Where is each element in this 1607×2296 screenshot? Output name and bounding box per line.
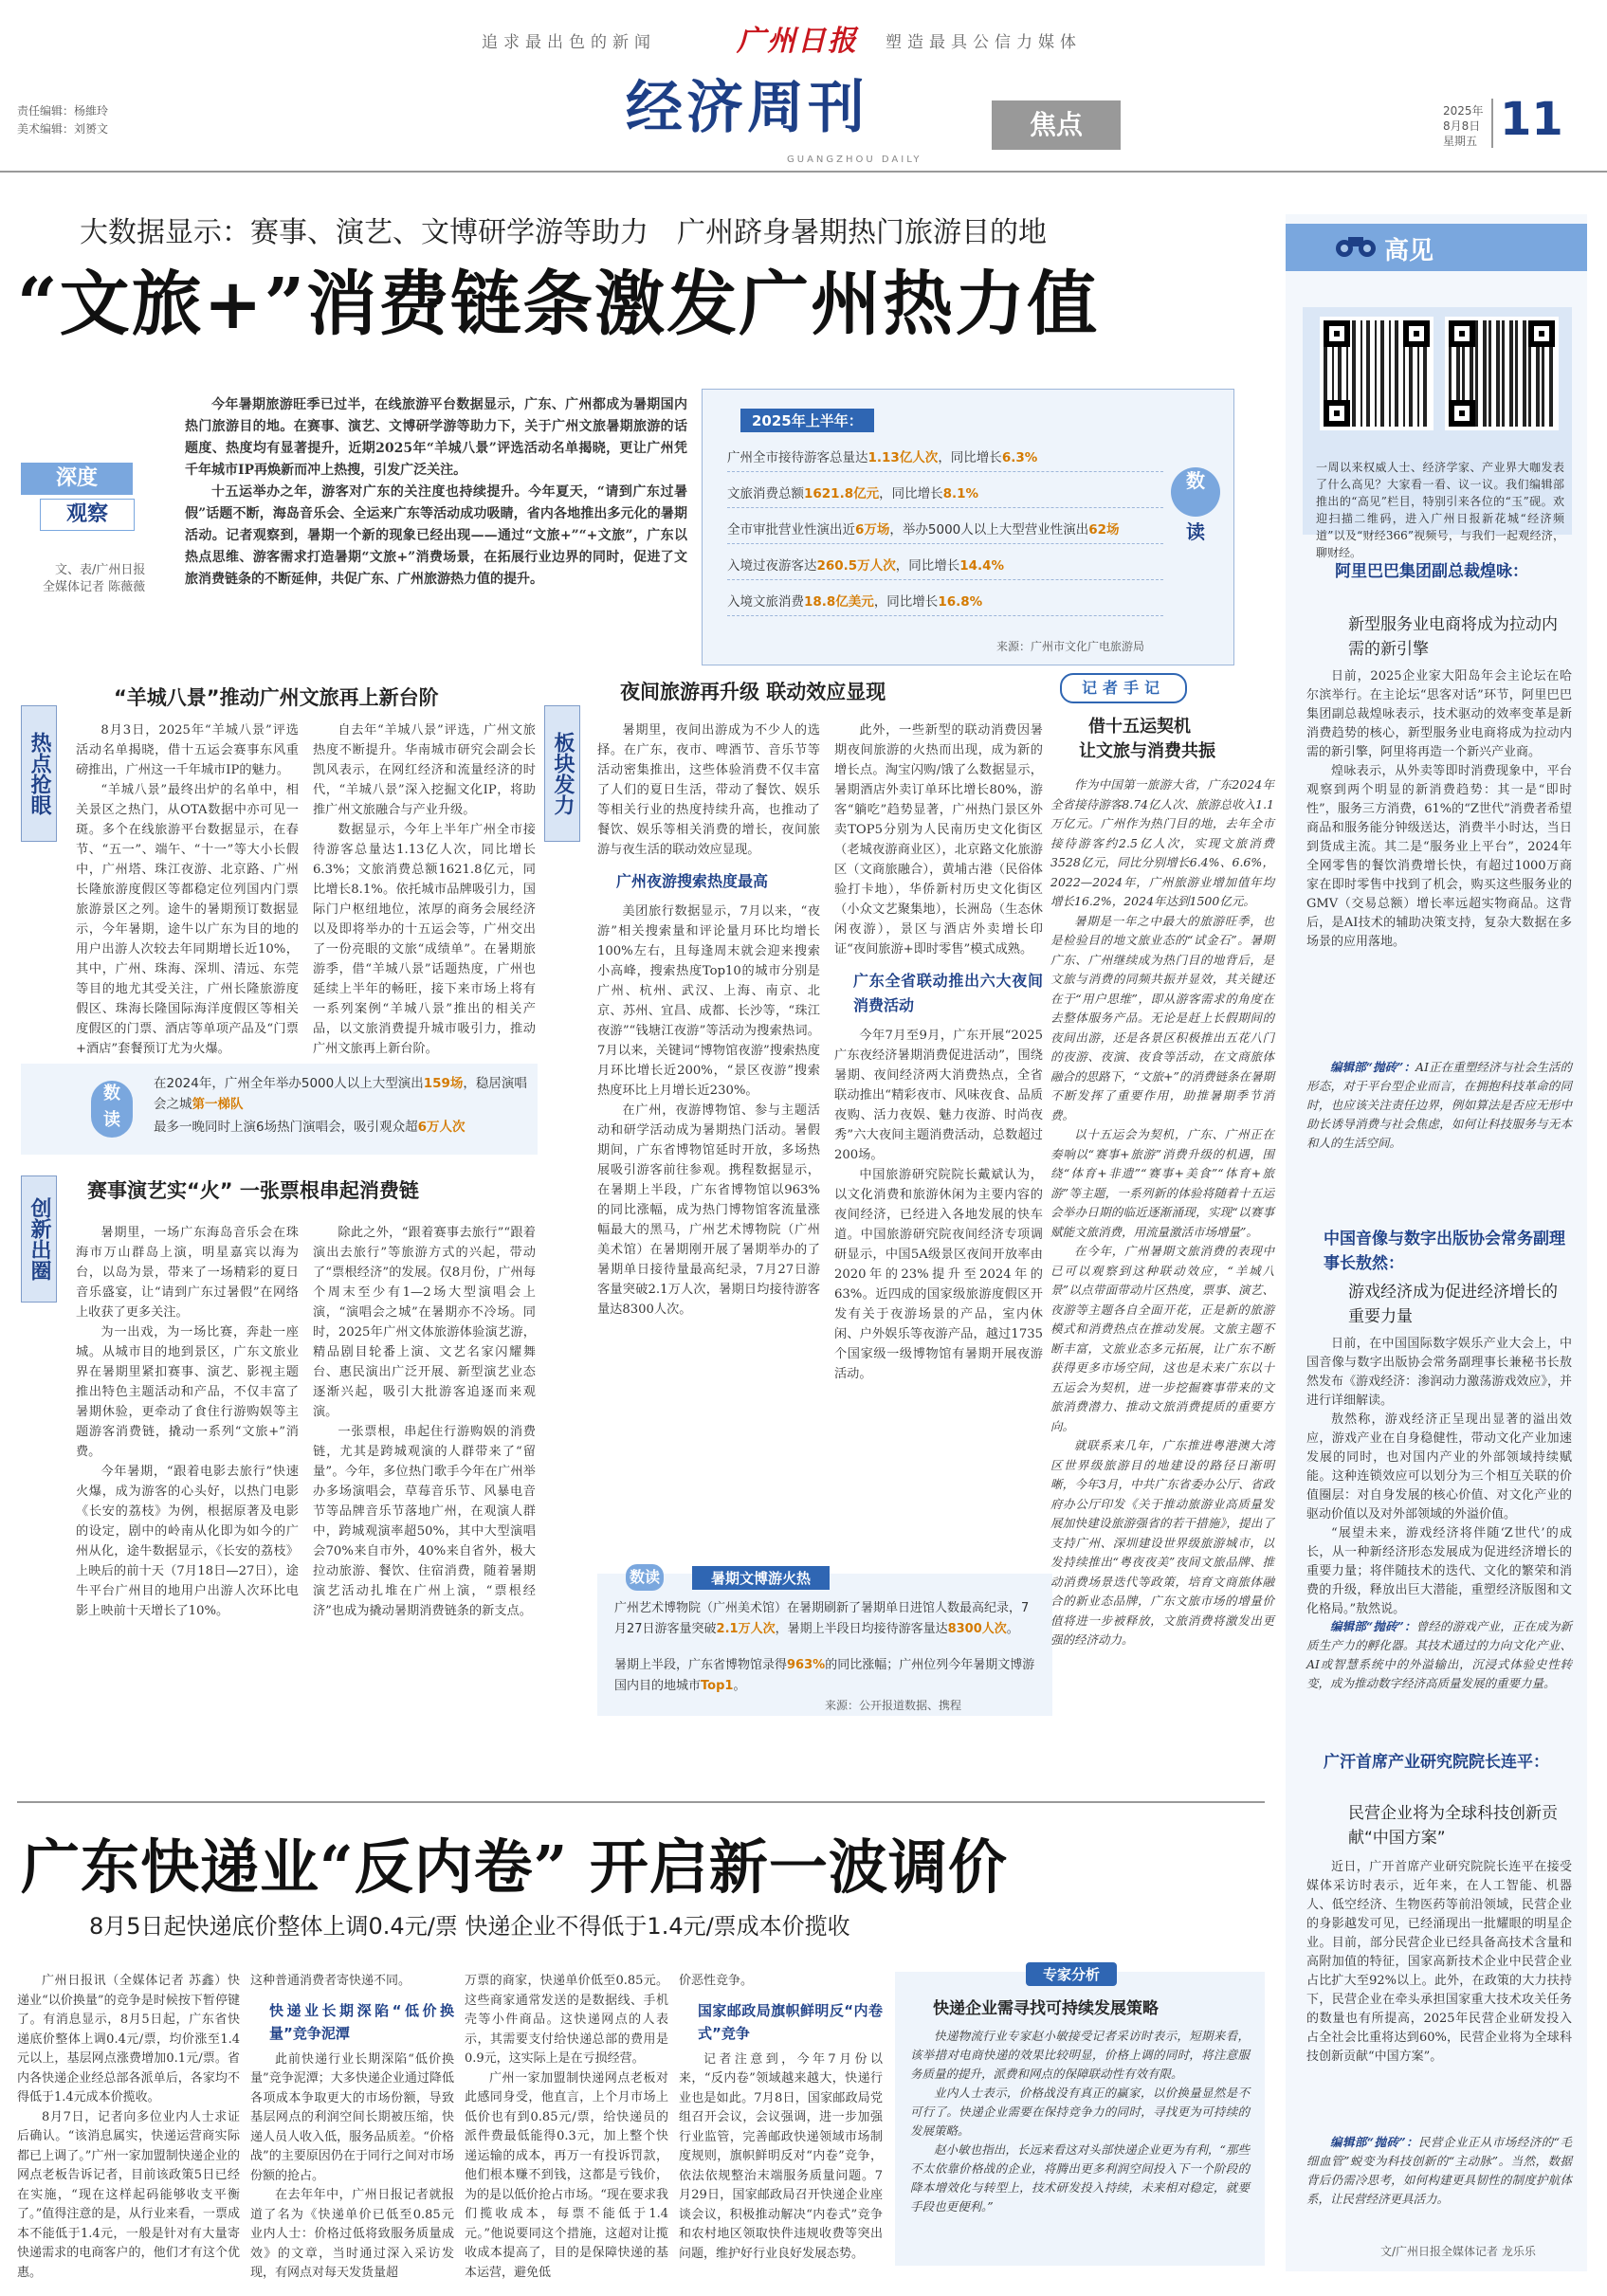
sec1-col1 bbox=[76, 720, 299, 1059]
masthead-slogan-left: 追求最出色的新闻 bbox=[482, 33, 656, 52]
stats-row-pre: 入境文旅消费 bbox=[727, 594, 804, 610]
stats-row-post: ，同比增长 bbox=[895, 558, 960, 574]
sec2-col2-p2: 一张票根，串起住行游购娱的消费链，尤其是跨城观演的人群带来了“留量”。今年，多位热门歌手今年在广州举办多场演唱会，草莓音乐节、风暴电音节等品牌音乐节落地广州，在观演人群中，跨城观演率超50%，其中大型演唱会70%来自市外，40%来自省外，极大拉动旅游、餐饮、住宿消费，随着暑期演艺活动扎堆在广州上演，“票根经济”也成为撬动暑期消费链条的新支点。 bbox=[313, 1425, 536, 1618]
stats-row-val: 18.8亿美元 bbox=[804, 594, 874, 610]
s1-comment-text: AI正在重塑经济与社会生活的形态，对于平台型企业而言，在拥抱科技革命的同时，也应该关注责任边界，例如算法是否应无形中助长诱导消费与社会焦虑，如何让科技服务与无本和人的生活空间。 bbox=[1306, 1060, 1572, 1150]
observe-tag: 观察 bbox=[40, 499, 135, 531]
sec1-col2-p2: 数据显示，今年上半年广州全市接待游客总量达1.13亿人次，同比增长6.3%；文旅消费总额1621.8亿元，同比增长8.1%。依托城市品牌吸引力，国际门户枢纽地位，浓厚的商务会展经济以及即将举办的十五运会等，广州交出了一份亮眼的文旅“成绩单”。在暑期旅游季，借“羊城八景”话题热度，广州也延续上半年的畅旺，接下来市场上将有一系列案例“羊城八景”推出的相关产品，以文旅消费提升城市吸引力，推动广州文旅再上新台阶。 bbox=[313, 823, 536, 1056]
reporter-title-1: 借十五运契机 bbox=[1088, 717, 1191, 737]
page-number: 11 bbox=[1500, 93, 1563, 146]
stats-row-pre: 全市审批营业性演出近 bbox=[727, 522, 855, 538]
stats3-line2 bbox=[614, 1655, 1039, 1697]
stats2-side-label bbox=[91, 1081, 133, 1138]
binoculars-icon bbox=[1335, 233, 1377, 258]
stats3-line2-c: 的同比涨幅；广州位列今年暑期文博游国内目的地城市 bbox=[614, 1658, 1035, 1693]
express-col4-p2: 记者注意到，今年7月份以来，“反内卷”领域越来越大，快递行业也是如此。7月8日，国家邮政局党组召开会议，会议强调，进一步加强行业监管，完善邮政快递领域市场制度规则，旗帜鲜明反对“内卷”竞争，依法依规整治末端服务质量问题。7月29日，国家邮政局召开快递企业座谈会议，积极推动解决“内卷式”竞争和农村地区领取快件违规收费等突出问题，维护好行业良好发展态势。 bbox=[679, 2051, 883, 2261]
qr-corner-right-bl bbox=[1449, 400, 1475, 427]
stats-row-post: ，举办5000人以上大型营业性演出 bbox=[889, 522, 1089, 538]
stats-box-side-label bbox=[1171, 467, 1220, 517]
stats3-line2-d: Top1 bbox=[701, 1679, 734, 1693]
sec2-col1-p1: 暑期里，一场广东海岛音乐会在珠海市万山群岛上演，明星嘉宾以海为台，以岛为景，带来了一场精彩的夏日音乐盛宴，让“请到广东过暑假”在网络上收获了更多关注。 bbox=[76, 1226, 299, 1320]
masthead-logo: 广州日报 bbox=[737, 25, 858, 58]
s1-comment bbox=[1306, 1058, 1572, 1153]
stats-row-pre: 广州全市接待游客总量达 bbox=[727, 450, 868, 465]
stats-row bbox=[727, 483, 1163, 508]
tag-sector: 板块发力 bbox=[544, 705, 580, 842]
express-subtitle-1: 快递业长期深陷“低价换量”竞争泥潭 bbox=[269, 2001, 454, 2042]
stats-row bbox=[727, 519, 1163, 544]
deep-tag: 深度 bbox=[21, 463, 133, 495]
reporter-body-p1: 作为中国第一旅游大省，广东2024年全省接待游客8.74亿人次、旅游总收入1.1万亿元。广州作为热门目的地，去年全市接待游客约2.5亿人次，实现文旅消费3528亿元，同比分别增长6.4%、6.6%，2022—2024年，广州旅游业增加值年均增长16.2%，2024年达到1500亿元。 bbox=[1050, 777, 1274, 908]
express-col3-p2: 广州一家加盟制快递网点老板对此感同身受，他直言，上个月市场上低价也有到0.85元/票，给快递员的派件费最低能得0.3元，加上整个快递运输的成本，再万一有投诉罚款，他们根本赚不到钱，这都是亏钱价，为的是以低价抢占市场。“现在要求我们揽收成本，每票不能低于1.4元。”他说要同这个措施，这超对让揽收成本提高了，目的是保障快递的基本运营，避免低 bbox=[465, 2070, 668, 2280]
lead-byline-2: 全媒体记者 陈薇薇 bbox=[43, 580, 146, 594]
stats-row-val: 6万场 bbox=[855, 522, 890, 538]
sec3-col2b-p2: 中国旅游研究院院长戴斌认为，以文化消费和旅游休闲为主要内容的夜间经济，已经进入各地发展的快车道。中国旅游研究院夜间经济专项调研显示，中国5A级景区夜间开放率由2020年的23%提升至2024年的63%。近四成的国家级旅游度假区开发有关于夜游场景的产品，室内休闲、户外娱乐等夜游产品，越过1735个国家级一级博物馆有暑期开展夜游活动。 bbox=[834, 1168, 1043, 1381]
masthead-pinyin: GUANGZHOU DAILY bbox=[787, 155, 922, 165]
stats3-line1-a: 广州艺术博物院（广州美术馆）在暑期刷新了暑期单日进馆人数最高纪录，7月27日游客量突破 bbox=[614, 1601, 1030, 1636]
express-headline: 广东快递业“反内卷” 开启新一波调价 bbox=[21, 1832, 1008, 1902]
s2-comment bbox=[1306, 1617, 1572, 1693]
s3-comment bbox=[1306, 2133, 1572, 2209]
analysis-title: 快递企业需寻找可持续发展策略 bbox=[933, 1999, 1159, 2018]
s2-comment-text: 曾经的游戏产业，正在成为新质生产力的孵化器。其技术通过的力向文化产业、AI或智慧系统中的外溢输出，沉浸式体验史性转变，成为推动数字经济高质量发展的重要力量。 bbox=[1306, 1619, 1572, 1690]
s1-title: 阿里巴巴集团副总裁煌咏： bbox=[1335, 562, 1528, 581]
lead-intro-p2: 十五运举办之年，游客对广东的关注度也持续提升。今年夏天，“请到广东过暑假”话题不断，海岛音乐会、全运来广东等活动成功吸睛，省内各地推出多元化的暑期活动。记者观察到，暑期一个新的现象已经出现——通过“文旅+”“+文旅”，广东以热点思维、游客需求打造暑期“文旅+”消费场景，在拓展行业边界的同时，促进了文旅消费链条的不断延伸，共促广东、广州旅游热力值的提升。 bbox=[185, 484, 687, 587]
sidebar-header bbox=[1286, 224, 1587, 271]
stats-row-val2: 16.8% bbox=[938, 594, 983, 610]
stats-row-val2: 62场 bbox=[1088, 522, 1120, 538]
qr-code-left bbox=[1320, 317, 1434, 430]
stats3-line2-a: 暑期上半段，广东省博物馆录得 bbox=[614, 1658, 788, 1672]
s3-comment-text: 民营企业正从市场经济的“毛细血管”蜕变为科技创新的“主动脉”。当然，数据背后仍需冷思考，如何构建更具韧性的制度护航体系，让民营经济更具活力。 bbox=[1306, 2135, 1572, 2206]
stats3-label-2: 读 bbox=[645, 1568, 661, 1586]
sec2-col2-p1: 除此之外，“跟着赛事去旅行”“跟着演出去旅行”等旅游方式的兴起，带动了“票根经济”的发展。仅8月份，广州每个周末至少有1—2场大型演唱会上演，“演唱会之城”在暑期亦不冷场。同时，2025年广州文体旅游体验演艺游，精品剧目轮番上演、文艺名家闪耀舞台、惠民演出广泛开展、新型演艺业态逐渐兴起，吸引大批游客追逐而来观演。 bbox=[313, 1226, 536, 1419]
lead-byline-1: 文、表/广州日报 bbox=[55, 563, 146, 577]
qr-corner-left-bl bbox=[1324, 400, 1350, 427]
stats-box-side-label-1: 数 bbox=[1186, 469, 1205, 492]
stats-box-source: 来源：广州市文化广电旅游局 bbox=[996, 640, 1145, 653]
subsection-label: 焦点 bbox=[992, 100, 1121, 150]
express-col2-p3: 在去年年中，广州日报记者就报道了名为《快递单价已低至0.85元 业内人士：价格过低将致服务质量成效》的文章，当时通过深入采访发现，有网点对每天发货量超 bbox=[250, 2188, 454, 2280]
lead-kicker: 大数据显示：赛事、演艺、文博研学游等助力 广州跻身暑期热门旅游目的地 bbox=[80, 216, 1047, 249]
s3-subtitle: 民营企业将为全球科技创新贡献“中国方案” bbox=[1348, 1804, 1558, 1848]
analysis-p2: 业内人士表示，价格战没有真正的赢家，以价换量显然是不可行了。快递企业需要在保持竞争力的同时，寻找更为可持续的发展策略。 bbox=[910, 2086, 1250, 2138]
sec3-col2 bbox=[834, 720, 1043, 1384]
reporter-title-2: 让文旅与消费共振 bbox=[1079, 741, 1215, 761]
reporter-tag: 记者手记 bbox=[1060, 673, 1187, 703]
express-col2-p2: 此前快递行业长期深陷“低价换量”竞争泥潭；大多快递企业通过降低各项成本争取更大的市场份额，导致基层网点的利润空间长期被压缩，快递人员人收入低，服务品质差。“价格战”的主要原因仍在于同行之间对市场份额的抢占。 bbox=[250, 2051, 454, 2183]
analysis-p1: 快递物流行业专家赵小敏接受记者采访时表示，短期来看，该举措对电商快递的效果比较明显，价格上调的同时，将注意服务质量的提升，派费和网点的保障联动性有效有限。 bbox=[910, 2029, 1250, 2081]
stats2-line2-val: 6万人次 bbox=[417, 1120, 466, 1135]
section-title: 经济周刊 bbox=[626, 75, 868, 141]
s2-body-p3: “展望未来，游戏经济将伴随‘Z世代’的成长，从一种新经济形态发展成为促进经济增长的重要力量；将伴随技术的迭代、文化的繁荣和消费的升级，释放出巨大潜能，重塑经济版图和文化格局。”敖然说。 bbox=[1306, 1526, 1572, 1616]
stats3-line1-d: 8300人次 bbox=[947, 1622, 1007, 1636]
sec3-col2b-p1: 今年7月至9月，广东开展“2025广东夜经济暑期消费促进活动”，围绕暑期、夜间经济两大消费热点，全省联动推出“精彩夜市、风味夜食、品质夜购、活力夜娱、魅力夜游、时尚夜秀”六大夜间主题消费活动，总数超过200场。 bbox=[834, 1029, 1043, 1162]
editor-credit: 责任编辑：杨維玲 bbox=[17, 104, 109, 118]
stats-box-title: 2025年上半年： bbox=[740, 409, 874, 432]
page-divider bbox=[1491, 99, 1493, 148]
express-subhead: 8月5日起快递底价整体上调0.4元/票 快递企业不得低于1.4元/票成本价揽收 bbox=[89, 1913, 850, 1940]
stats3-line1-e: 。 bbox=[1006, 1622, 1019, 1636]
express-col1-p2: 8月7日，记者向多位业内人士求证后确认。“该消息属实，快递运营商实际都已上调了。”广州一家加盟制快递企业的网点老板告诉记者，目前该政策5日已经在实施，“现在这样起码能够收支平衡了。”值得注意的是，从行业来看，一票成本不能低于1.4元，一般是针对有大量寄快递需求的电商客户的，他们才有这个优惠。 bbox=[17, 2109, 240, 2280]
expert-analysis bbox=[895, 1966, 1265, 2266]
express-col3 bbox=[465, 1972, 668, 2283]
sec3-col1-p1: 暑期里，夜间出游成为不少人的选择。在广东，夜市、啤酒节、音乐节等活动密集推出，这些体验消费不仅丰富了人们的夏日生活，带动了餐饮、娱乐等相关行业的热度持续升高，也推动了餐饮、娱乐等相关消费的增长，夜间旅游与夜生活的联动效应显现。 bbox=[597, 723, 820, 857]
stats2-box bbox=[21, 1064, 538, 1155]
sec2-col1 bbox=[76, 1223, 299, 1621]
tag-innovation: 创新出圈 bbox=[21, 1175, 57, 1303]
s3-title: 广汗首席产业研究院院长连平： bbox=[1324, 1753, 1549, 1772]
express-col3-p1: 万票的商家，快递单价低至0.85元。这些商家通常发送的是数据线、手机壳等小件商品。这快递网点的人表示，其需要支付给快递总部的费用是0.9元，这实际上是在亏损经营。 bbox=[465, 1974, 668, 2066]
sec3-col1b-p2: 在广州，夜游博物馆、参与主题活动和研学活动成为暑期热门活动。暑假期间，广东省博物馆延时开放，多场热展吸引游客前往参观。携程数据显示，在暑期上半段，广东省博物馆以963%的同比涨幅，成为热门博物馆客流量涨幅最大的黑马，广州艺术博物院（广州美术馆）在暑期刚开展了暑期举办的了暑期单日接待量最高纪录，7月27日游客量突破2.1万人次，暑期日均接待游客量达8300人次。 bbox=[597, 1103, 820, 1317]
sec2-col2 bbox=[313, 1223, 536, 1621]
sec1-col2 bbox=[313, 720, 536, 1059]
stats3-label-1: 数 bbox=[629, 1568, 645, 1586]
stats2-line1-val2: 第一梯队 bbox=[192, 1097, 244, 1112]
s1-subtitle: 新型服务业电商将成为拉动内需的新引擎 bbox=[1348, 615, 1558, 659]
s3-body-p1: 近日，广开首席产业研究院院长连平在接受媒体采访时表示，近年来，在人工智能、机器人、低空经济、生物医药等前沿领域，民营企业的身影越发可见，已经涌现出一批耀眼的明星企业。目前，部分民营企业已经具备高技术含量和高附加值的特征，国家高新技术企业中民营企业占比扩大至92%以上。此外，在政策的大力扶持下，民营企业在牵头承担国家重大技术攻关任务的数量也有所提高，2025年民营企业研发投入占全社会比重将达到60%，民营企业将为全球科技创新贡献“中国方案”。 bbox=[1306, 1860, 1572, 2064]
stats2-line1-post: ，稳居演唱会之城 bbox=[154, 1076, 527, 1112]
sec2-col1-p3: 今年暑期，“跟着电影去旅行”快速火爆，成为游客的心头好，以热门电影《长安的荔枝》为例，根据原著及电影的设定，剧中的岭南从化即为如今的广州从化，途牛数据显示，《长安的荔枝》上映后的前十天（7月18日—27日），途牛平台广州目的地用户出游人次环比电影上映前十天增长了10%。 bbox=[76, 1465, 299, 1618]
stats3-source: 来源：公开报道数据、携程 bbox=[825, 1699, 962, 1712]
sec2-title: 赛事演艺实“火” 一张票根串起消费链 bbox=[87, 1179, 419, 1202]
express-col1-p1: 广州日报讯（全媒体记者 苏鑫）快递业“以价换量”的竞争是时候按下暂停键了。有消息显示，8月5日起，广东省快递底价整体上调0.4元/票，均价涨至1.4元以上，基层网点涨费增加0.1元/票。省内各快递企业经总部各派单后，各家均不得低于1.4元成本价揽收。 bbox=[17, 1974, 240, 2105]
issue-date: 8月8日 bbox=[1443, 119, 1481, 133]
s3-body bbox=[1306, 1858, 1572, 2067]
stats3-box bbox=[597, 1568, 1052, 1716]
reporter-notes bbox=[1050, 671, 1278, 1790]
sidebar-header-title: 高见 bbox=[1384, 237, 1434, 265]
qr-corner-left-tr bbox=[1403, 320, 1430, 347]
analysis-body bbox=[910, 2027, 1250, 2216]
stats2-line1-val: 159场 bbox=[423, 1076, 464, 1091]
stats-row-pre: 入境过夜游客达 bbox=[727, 558, 817, 574]
stats3-line1-c: ，暑期上半段日均接待游客量达 bbox=[775, 1622, 948, 1636]
s3-comment-label: 编辑部“抛砖”： bbox=[1330, 2135, 1419, 2149]
stats-row-pre: 文旅消费总额 bbox=[727, 486, 804, 501]
analysis-tag: 专家分析 bbox=[1026, 1962, 1117, 1986]
express-col2-p1: 这种普通消费者寄快递不同。 bbox=[250, 1974, 411, 1988]
stats-row bbox=[727, 446, 1163, 472]
sidebar bbox=[1286, 214, 1587, 2271]
sidebar-footer: 文/广州日报全媒体记者 龙乐乐 bbox=[1380, 2245, 1536, 2258]
stats2-label-2: 读 bbox=[103, 1110, 120, 1130]
stats-row-val2: 6.3% bbox=[1001, 450, 1038, 465]
sec1-col2-p1: 自去年“羊城八景”评选，广州文旅热度不断提升。华南城市研究会副会长凯风表示，在网红经济和流量经济的时代，“羊城八景”深入挖掘文化IP，将助推广州文旅融合与产业升级。 bbox=[313, 723, 536, 817]
stats-box-side-label-2: 读 bbox=[1186, 520, 1205, 543]
s1-comment-label: 编辑部“抛砖”： bbox=[1330, 1060, 1416, 1074]
express-subtitle-2: 国家邮政局旗帜鲜明反“内卷式”竞争 bbox=[698, 2001, 883, 2042]
s1-body-p2: 煌咏表示，从外卖等即时消费现象中，平台观察到两个明显的新消费趋势：其一是“即时性”，服务三方消费，61%的“Z世代”消费者希望商品和服务能分钟级送达，消费半小时达，当日到货成主流。其二是“服务业上平台”，2024年全网零售的餐饮消费增长快，有超过1000万商家在即时零售中找到了机会，购买这些服务业的GMV（交易总额）增长率远超实物商品。这背后，是AI技术的辅助决策支持，复杂大数据在多场景的应用落地。 bbox=[1306, 764, 1572, 949]
stats3-line1 bbox=[614, 1598, 1039, 1640]
sec3-title: 夜间旅游再升级 联动效应显现 bbox=[620, 681, 886, 703]
s2-subtitle: 游戏经济成为促进经济增长的重要力量 bbox=[1348, 1283, 1558, 1326]
s2-comment-label: 编辑部“抛砖”： bbox=[1330, 1619, 1416, 1633]
stats2-line1 bbox=[154, 1073, 528, 1115]
qr-caption: 一周以来权威人士、经济学家、产业界大咖发表了什么高见？大家看一看、议一议。我们编辑部推出的“高见”栏目，特别引来各位的“玉”砚。欢迎扫描二维码，进入广州日报新花城“经济频道”以及“财经366”视频号，与我们一起观经济，聊财经。 bbox=[1316, 461, 1564, 559]
stats-box bbox=[702, 389, 1234, 665]
sec1-col1-p1: 8月3日，2025年“羊城八景”评选活动名单揭晓，借十五运会赛事东风重磅推出，广州这一千年城市IP的魅力。 bbox=[76, 723, 299, 777]
reporter-body bbox=[1050, 775, 1274, 1650]
express-col4-p1: 价恶性竞争。 bbox=[679, 1974, 754, 1988]
deep-observation-badge bbox=[21, 463, 133, 533]
issue-weekday: 星期五 bbox=[1443, 135, 1478, 148]
s2-title: 中国音像与数字出版协会常务副理事长敖然： bbox=[1324, 1230, 1565, 1273]
sec3-col1b-p1: 美团旅行数据显示，7月以来，“夜游”相关搜索量和评论量月环比均增长100%左右，且每逢周末就会迎来搜索小高峰，搜索热度Top10的城市分别是广州、杭州、武汉、上海、南京、北京、苏州、宜昌、成都、长沙等，“珠江夜游”“钱塘江夜游”等活动为搜索热词。7月以来，关键词“博物馆夜游”搜索热度月环比增长近200%，“景区夜游”搜索热度环比上月增长近230%。 bbox=[597, 904, 820, 1098]
lead-intro-p1: 今年暑期旅游旺季已过半，在线旅游平台数据显示，广东、广州都成为暑期国内热门旅游目的地。在赛事、演艺、文博研学游等助力下，关于广州文旅暑期旅游的话题度、热度均有显著提升，近期2025年“羊城八景”评选活动名单揭晓，更让广州凭千年城市IP再焕新而冲上热搜，引发广泛关注。 bbox=[185, 397, 687, 478]
reporter-body-p4: 在今年，广州暑期文旅消费的表现中已可以观察到这种联动效应，“羊城八景”以点带面带动片区热度，票事、演艺、夜游等主题各自全面开花，正是新的旅游模式和消费热点在推动发展。文旅主题不断丰富，文旅业态多元拓展，让广东不断获得更多市场空间，这也是未来广东以十五运会为契机，进一步挖掘赛事带来的文旅消费潜力、推动文旅消费提质的重要方向。 bbox=[1050, 1244, 1274, 1433]
reporter-body-p5: 就联系来几年，广东推进粤港澳大湾区世界级旅游目的地建设的路径日渐明晰，今年3月，中共广东省委办公厅、省政府办公厅印发《关于推动旅游业高质量发展加快建设旅游强省的若干措施》，提出了支持广州、深圳建设世界级旅游城市，以发持续推出“粤夜夜美”夜间文旅品牌、推动消费场景迭代等政策，培育文商旅体融合的新业态品牌，广东文旅市场的增量价值将进一步被释放，文旅消费将激发出更强的经济动力。 bbox=[1050, 1438, 1274, 1647]
lead-headline: “文旅+”消费链条激发广州热力值 bbox=[17, 264, 1100, 345]
stats-row-post: ，同比增长 bbox=[873, 594, 939, 610]
masthead-slogan-right: 塑造最具公信力媒体 bbox=[886, 33, 1082, 52]
sec3-subtitle-2: 广东全省联动推出六大夜间消费活动 bbox=[853, 972, 1043, 1014]
qr-corner-left-tl bbox=[1324, 320, 1350, 347]
stats3-title: 暑期文博游火热 bbox=[692, 1566, 830, 1590]
s2-body-p1: 日前，在中国国际数字娱乐产业大会上，中国音像与数字出版协会常务副理事长兼秘书长敖然发布《游戏经济：渗润动力激荡游戏效应》，并进行详细解读。 bbox=[1306, 1337, 1572, 1408]
reporter-body-p2: 暑期是一年之中最大的旅游旺季，也是检验目的地文旅业态的“试金石”。暑期广东、广州继续成为热门目的地背后，是文旅与消费的同频共振并显效，其关键还在于“用户思维”，即从游客需求的角度在去整体服务产品。无论是赶上长假期间的夜间出游，还是各景区积极推出五花八门的夜游、夜演、夜食等活动，在文商旅体融合的思路下，“文旅+”的消费链条在暑期不断发挥了重要作用，助推暑期季节消费。 bbox=[1050, 913, 1274, 1122]
s2-body-p2: 敖然称，游戏经济正呈现出显著的溢出效应，游戏产业在自身稳健性，带动文化产业加速发展的同时，也对国内产业的外部领域持续赋能。这种连锁效应可以划分为三个相互关联的价值圈层：对自身发展的核心价值、对文化产业的驱动价值以及对外部领域的外溢价值。 bbox=[1306, 1412, 1572, 1522]
stats-row-val2: 8.1% bbox=[942, 486, 979, 501]
sec3-subtitle-1: 广州夜游搜索热度最高 bbox=[616, 872, 769, 890]
art-editor-credit: 美术编辑：刘赟文 bbox=[17, 122, 109, 136]
masthead-rule bbox=[0, 171, 1607, 173]
stats-row-post: ，同比增长 bbox=[938, 450, 1002, 465]
qr-corner-right-tr bbox=[1528, 320, 1555, 347]
express-top-rule bbox=[17, 1801, 1265, 1803]
s1-body bbox=[1306, 667, 1572, 952]
stats-row-post: ，同比增长 bbox=[879, 486, 943, 501]
reporter-body-p3: 以十五运会为契机，广东、广州正在奏响以“赛事+旅游”消费升级的机遇，围绕“体育+非遗”“赛事+美食”“体育+旅游”等主题，一系列新的体验将随着十五运会举办日期的临近逐渐涌现，实现“以赛事赋能文旅消费，用流量激活市场增量”。 bbox=[1050, 1127, 1274, 1239]
express-col1 bbox=[17, 1972, 240, 2283]
stats-row-val2: 14.4% bbox=[959, 558, 1005, 574]
issue-year: 2025年 bbox=[1443, 104, 1484, 118]
stats-row-val: 1.13亿人次 bbox=[867, 450, 939, 465]
s1-body-p1: 日前，2025企业家大阳岛年会主论坛在哈尔滨举行。在主论坛“思客对话”环节，阿里巴巴集团副总裁煌咏表示，技术驱动的效率变革是新消费趋势的核心，新型服务业电商将成为拉动内需的新引擎，阿里将再造一个新兴产业商。 bbox=[1306, 669, 1572, 759]
stats2-line1-pre: 在2024年，广州全年举办5000人以上大型演出 bbox=[154, 1076, 424, 1091]
stats-row-val: 1621.8亿元 bbox=[804, 486, 880, 501]
stats3-label bbox=[626, 1564, 664, 1591]
sec3-col1 bbox=[597, 720, 820, 1320]
stats2-label-1: 数 bbox=[103, 1084, 120, 1103]
stats2-line2-pre: 最多一晚同时上演6场热门演唱会，吸引观众超 bbox=[154, 1120, 418, 1135]
s2-body bbox=[1306, 1335, 1572, 1619]
qr-panel bbox=[1303, 307, 1572, 559]
express-col2 bbox=[250, 1972, 454, 2284]
sec2-col1-p2: 为一出戏，为一场比赛，奔赴一座城。从城市目的地到景区，广东文旅业界在暑期里紧扣赛事、演艺、影视主题推出特色主题活动和产品，不仅丰富了暑期休验，更牵动了食住行游购娱等主题游客消费链，撬动一系列“文旅+”消费。 bbox=[76, 1325, 299, 1459]
sec1-title: “羊城八景”推动广州文旅再上新台阶 bbox=[114, 686, 439, 709]
stats3-line1-b: 2.1万人次 bbox=[716, 1622, 776, 1636]
lead-intro bbox=[185, 394, 687, 591]
tag-hotspot: 热点抢眼 bbox=[21, 705, 57, 842]
analysis-p3: 赵小敏也指出，长远来看这对头部快递企业更为有利，“那些不太依靠价格战的企业，将腾出更多利润空间投入下一个阶段的降本增效化与转型上，技术研发投入持续，未来相对稳定，就要手段也更便利。” bbox=[910, 2142, 1250, 2214]
stats2-line2 bbox=[154, 1117, 528, 1138]
sec3-col2-p1: 此外，一些新型的联动消费因暑期夜间旅游的火热而出现，成为新的增长点。淘宝闪购/饿了么数据显示，暑期酒店外卖订单环比增长80%，游客“躺吃”趋势显著，广州热门景区外卖TOP5分别为人民南历史文化街区（老城夜游商业区），北京路文化旅游区（文商旅融合），黄埔古港（民俗体验打卡地），华侨新村历史文化街区（小众文艺聚集地），长洲岛（生态休闲夜游），景区与酒店外卖增长印证“夜间旅游+即时零售”模式成熟。 bbox=[834, 723, 1043, 957]
stats3-line2-e: 。 bbox=[733, 1679, 746, 1693]
qr-corner-right-tl bbox=[1449, 320, 1475, 347]
stats-row-val: 260.5万人次 bbox=[816, 558, 896, 574]
stats3-line2-b: 963% bbox=[787, 1658, 826, 1672]
stats-row bbox=[727, 591, 1163, 616]
stats-row bbox=[727, 555, 1163, 580]
qr-code-right bbox=[1445, 317, 1559, 430]
express-col4 bbox=[679, 1972, 883, 2264]
sec1-col1-p2: “羊城八景”最终出炉的名单中，相关景区之热门，从OTA数据中亦可见一斑。多个在线旅游平台数据显示，在春节、“五一”、端午、“十一”等大小长假中，广州塔、珠江夜游、北京路、广州长隆旅游度假区等都稳定位列国内门票旅游景区之列。途牛的暑期预订数据显示，今年暑期，途牛以广东为目的地的用户出游人次较去年同期增长近10%，其中，广州、珠海、深圳、清远、东莞等目的地尤其受关注，广州长隆旅游度假区、珠海长隆国际海洋度假区等相关度假区的门票、酒店等单项产品及“门票+酒店”套餐预订尤为火爆。 bbox=[76, 783, 299, 1056]
